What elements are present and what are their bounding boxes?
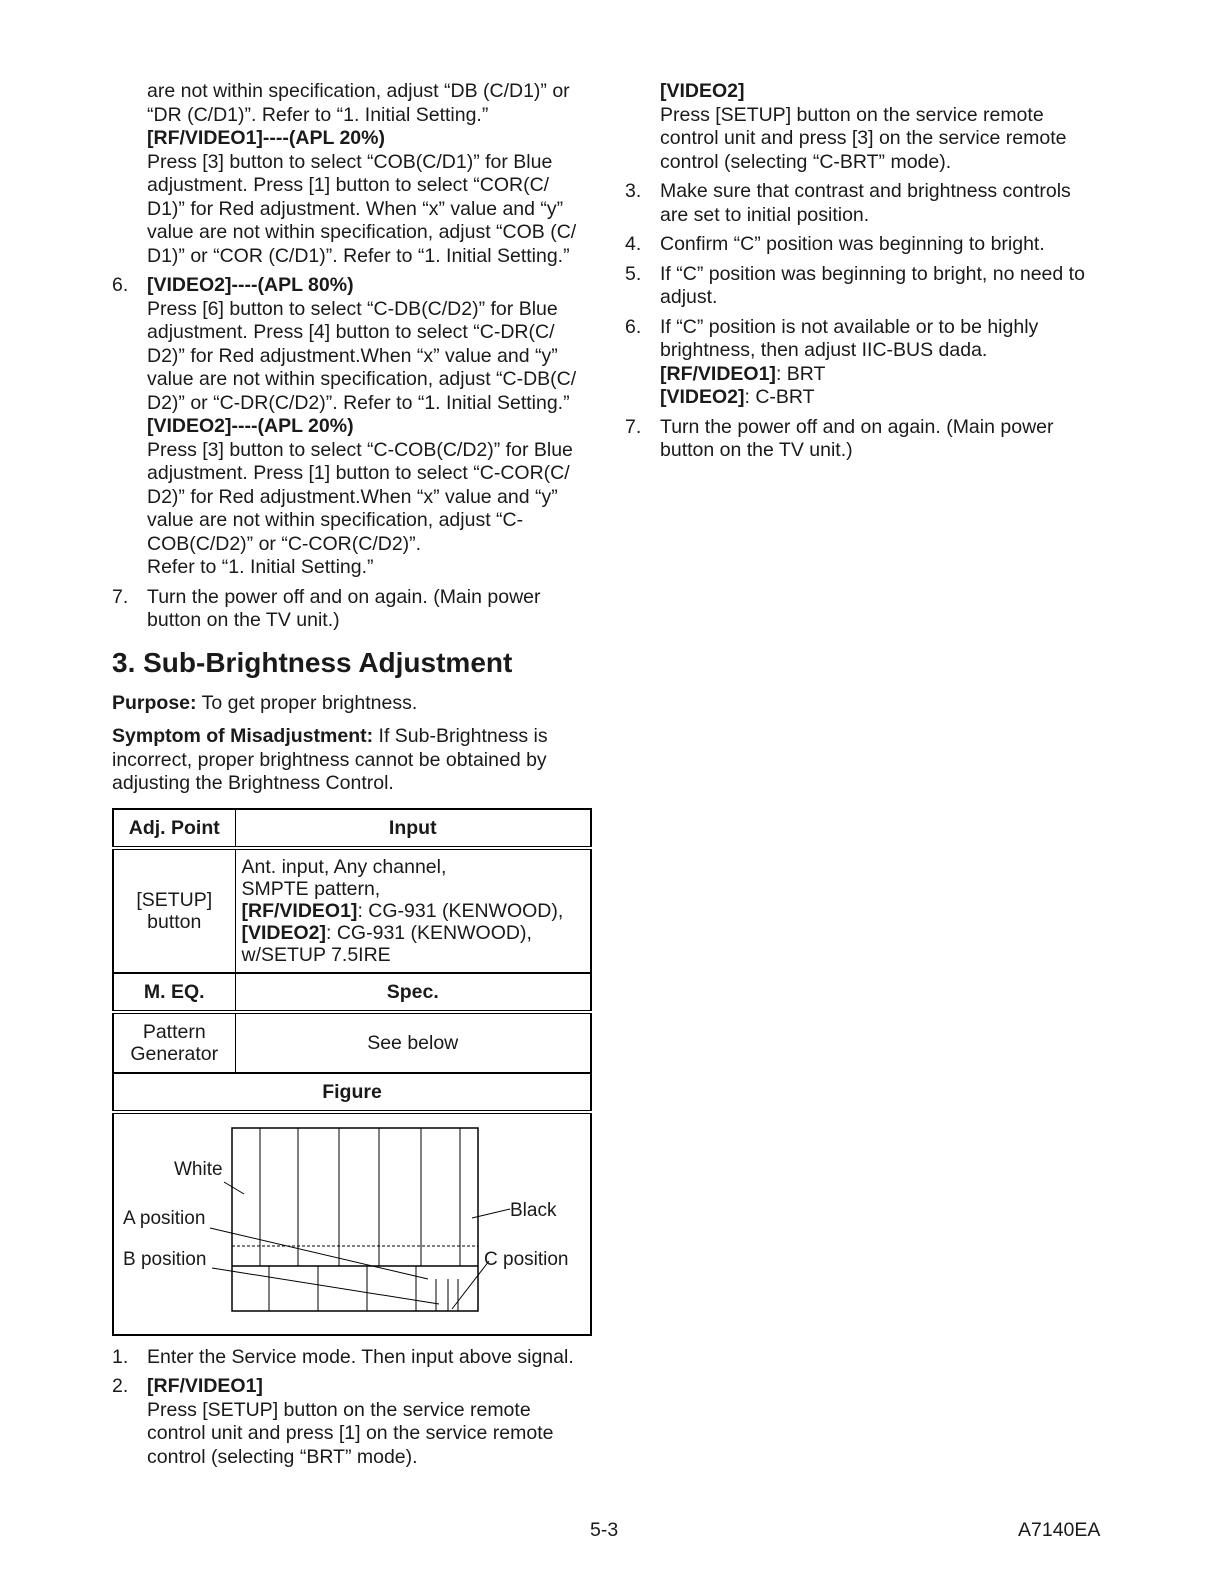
- step-7: [625, 416, 1110, 463]
- label-c-position: C position: [484, 1248, 569, 1270]
- video2-apl80-heading: [VIDEO2]----(APL 80%): [147, 274, 354, 296]
- text-line: control (selecting “BRT” mode).: [147, 1445, 418, 1468]
- left-column: [112, 80, 592, 1469]
- purpose-paragraph: [112, 692, 592, 716]
- video2-apl20-heading: [VIDEO2]----(APL 20%): [147, 415, 354, 437]
- text-line: [SETUP]: [136, 888, 213, 911]
- adj-point-cell: [113, 848, 235, 973]
- video2-block: [625, 80, 1110, 174]
- symptom-label: Symptom of Misadjustment:: [112, 725, 374, 747]
- spec-cell: See below: [235, 1012, 591, 1073]
- text-line: Turn the power off and on again. (Main power: [660, 415, 1054, 438]
- text-line: value are not within specification, adjust “COB (C/: [147, 221, 577, 243]
- figure-header: Figure: [113, 1073, 591, 1112]
- list-item-7: [112, 586, 592, 633]
- list-item-6: [112, 274, 592, 580]
- text-line: Pattern: [142, 1020, 206, 1043]
- text-line: value are not within specification, adjust “C-: [147, 509, 524, 531]
- text-line: Press [3] button to select “C-COB(C/D2)” for Blue: [147, 438, 573, 461]
- text-line: If “C” position is not available or to be highly: [660, 315, 1039, 338]
- text-line: control unit and press [3] on the service remote: [660, 127, 1067, 149]
- upper-bars: [260, 1128, 460, 1266]
- text-line: Enter the Service mode. Then input above signal.: [147, 1345, 574, 1368]
- text-line: “DR (C/D1)”. Refer to “1. Initial Setting.”: [147, 103, 489, 126]
- adjustment-table: [112, 808, 592, 1336]
- figure-cell: [113, 1112, 591, 1335]
- label-white: White: [174, 1158, 223, 1180]
- page-number: 5-3: [590, 1519, 619, 1541]
- text-line: Make sure that contrast and brightness controls: [660, 180, 1071, 202]
- symptom-paragraph: [112, 725, 592, 796]
- rf-video1-label: [RF/VIDEO1]: [660, 362, 776, 385]
- text-line: adjusting the Brightness Control.: [112, 772, 394, 794]
- text-line: adjust.: [660, 286, 718, 308]
- purpose-label: Purpose:: [112, 691, 197, 714]
- text-line: Turn the power off and on again. (Main power: [147, 585, 541, 608]
- video2-value: : CG-931 (KENWOOD),: [326, 921, 532, 944]
- item-number: 3.: [625, 180, 642, 202]
- adj-point-header: Adj. Point: [113, 809, 235, 848]
- item-number: 2.: [112, 1375, 129, 1397]
- step-4: [625, 233, 1110, 257]
- rf-video1-value: : BRT: [775, 362, 826, 385]
- text-line: If “C” position was beginning to bright, no need to: [660, 262, 1085, 285]
- lower-bars: [269, 1266, 458, 1311]
- item-number: 5.: [625, 262, 642, 285]
- input-header: Input: [235, 809, 591, 848]
- text-line: control unit and press [1] on the service remote: [147, 1422, 554, 1444]
- text-line: adjustment. Press [4] button to select “C-DR(C/: [147, 321, 555, 343]
- section-title: 3. Sub-Brightness Adjustment: [112, 646, 513, 678]
- text-line: button on the TV unit.): [147, 609, 340, 631]
- video2-label: [VIDEO2]: [241, 921, 327, 944]
- purpose-text: To get proper brightness.: [196, 691, 418, 714]
- rf-video1-heading: [RF/VIDEO1]: [147, 1375, 263, 1397]
- text-line: control (selecting “C-BRT” mode).: [660, 150, 952, 173]
- sub-brightness-diagram: [114, 1114, 590, 1329]
- text-line: COB(C/D2)” or “C-COR(C/D2)”.: [147, 532, 422, 555]
- video2-heading: [VIDEO2]: [660, 80, 745, 102]
- text-line: SMPTE pattern,: [241, 877, 381, 900]
- text-line: button on the TV unit.): [660, 439, 853, 461]
- video2-label: [VIDEO2]: [660, 386, 745, 408]
- text-line: are set to initial position.: [660, 203, 870, 226]
- text-line: value are not within specification, adjust “C-DB(C/: [147, 368, 577, 390]
- item-number: 4.: [625, 233, 642, 255]
- label-black: Black: [510, 1199, 557, 1221]
- item-number: 7.: [112, 585, 129, 608]
- step-5: [625, 263, 1110, 310]
- text-line: D1)” for Red adjustment. When “x” value and “y”: [147, 197, 564, 220]
- text-line: Press [6] button to select “C-DB(C/D2)” for Blue: [147, 297, 558, 320]
- spec-header: Spec.: [235, 973, 591, 1012]
- video2-value: : C-BRT: [744, 386, 815, 408]
- text-line: D2)” for Red adjustment.When “x” value and “y”: [147, 344, 558, 367]
- text-line: Generator: [130, 1042, 219, 1065]
- item-number: 7.: [625, 415, 642, 438]
- meq-cell: [113, 1012, 235, 1073]
- item-number: 6.: [112, 274, 129, 296]
- step-2: [112, 1375, 592, 1469]
- document-code: A7140EA: [1018, 1519, 1101, 1541]
- label-b-position: B position: [123, 1248, 207, 1270]
- text-line: Press [SETUP] button on the service remote: [147, 1398, 531, 1421]
- rf-video1-label: [RF/VIDEO1]: [241, 899, 358, 922]
- input-cell: [235, 848, 591, 973]
- text-line: D1)” or “COR (C/D1)”. Refer to “1. Initial Setting.”: [147, 244, 570, 267]
- text-line: are not within specification, adjust “DB (C/D1)” or: [147, 80, 570, 102]
- rf-apl20-heading: [RF/VIDEO1]----(APL 20%): [147, 127, 385, 149]
- text-line: Press [SETUP] button on the service remote: [660, 103, 1044, 126]
- symptom-text: If Sub-Brightness is: [373, 725, 548, 747]
- text-line: adjustment. Press [1] button to select “COR(C/: [147, 174, 550, 196]
- text-line: D2)” for Red adjustment.When “x” value and “y”: [147, 485, 558, 508]
- text-line: Refer to “1. Initial Setting.”: [147, 556, 374, 578]
- step-3: [625, 180, 1110, 227]
- text-line: incorrect, proper brightness cannot be obtained by: [112, 748, 547, 771]
- text-line: brightness, then adjust IIC-BUS dada.: [660, 339, 988, 361]
- meq-header: M. EQ.: [113, 973, 235, 1012]
- item-number: 1.: [112, 1345, 129, 1368]
- text-line: Confirm “C” position was beginning to bright.: [660, 233, 1045, 255]
- text-line: button: [147, 910, 202, 933]
- intro-paragraph: [112, 80, 592, 268]
- text-line: Press [3] button to select “COB(C/D1)” for Blue: [147, 150, 553, 173]
- item-number: 6.: [625, 315, 642, 338]
- right-column: [625, 80, 1110, 463]
- text-line: adjustment. Press [1] button to select “C-COR(C/: [147, 462, 570, 484]
- text-line: w/SETUP 7.5IRE: [241, 943, 391, 966]
- label-a-position: A position: [123, 1207, 206, 1229]
- rf-video1-value: : CG-931 (KENWOOD),: [357, 899, 564, 922]
- step-1: [112, 1346, 592, 1370]
- text-line: D2)” or “C-DR(C/D2)”. Refer to “1. Initial Setting.”: [147, 391, 570, 414]
- text-line: Ant. input, Any channel,: [241, 855, 447, 878]
- step-6: [625, 316, 1110, 410]
